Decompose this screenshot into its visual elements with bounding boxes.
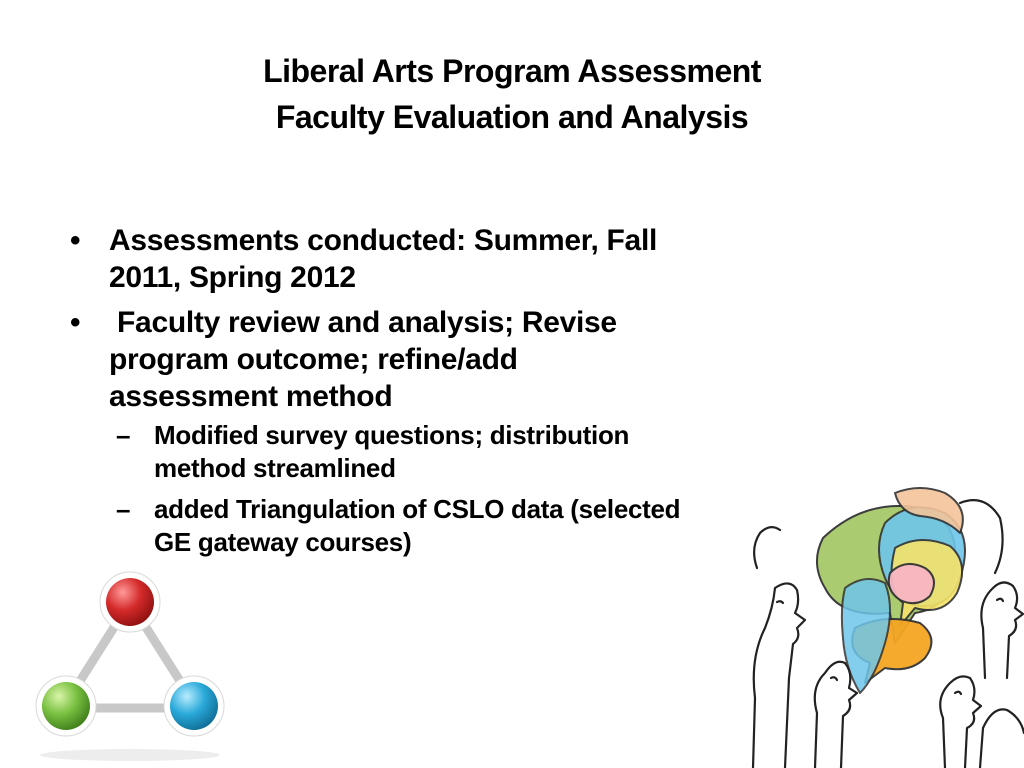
- subbullet-text-line: added Triangulation of CSLO data (selected: [154, 494, 681, 524]
- bullet-text-line: Assessments conducted: Summer, Fall: [109, 224, 658, 257]
- slide-title: [0, 48, 1024, 140]
- title-line-2: Faculty Evaluation and Analysis: [275, 99, 749, 135]
- subbullet-text-line: method streamlined: [154, 453, 396, 483]
- bullet-assessments: [70, 222, 770, 296]
- subbullet-text-line: Modified survey questions; distribution: [154, 420, 630, 450]
- bullet-list: [70, 222, 770, 567]
- bullet-text-line: program outcome; refine/add: [109, 343, 518, 376]
- subbullet-survey: [70, 419, 770, 485]
- bullet-text-line: assessment method: [109, 380, 393, 413]
- green-node-icon: [42, 682, 90, 730]
- red-node-icon: [106, 578, 154, 626]
- subbullet-marker: –: [116, 420, 131, 450]
- bullet-text-line: 2011, Spring 2012: [109, 261, 356, 294]
- speech-bubble-pink: [889, 564, 934, 603]
- bullet-faculty-review: [70, 304, 770, 415]
- title-line-1: Liberal Arts Program Assessment: [263, 53, 761, 89]
- triangulation-graphic: [30, 570, 235, 765]
- discussion-illustration: [745, 478, 1024, 768]
- bullet-marker: •: [70, 306, 81, 339]
- subbullet-text-line: GE gateway courses): [154, 527, 412, 557]
- subbullet-triangulation: [70, 493, 770, 559]
- bullet-text-line: Faculty review and analysis; Revise: [109, 306, 617, 339]
- bullet-marker: •: [70, 224, 81, 257]
- speech-bubble-blue-lower: [842, 579, 890, 693]
- subbullet-marker: –: [116, 494, 131, 524]
- blue-node-icon: [170, 682, 218, 730]
